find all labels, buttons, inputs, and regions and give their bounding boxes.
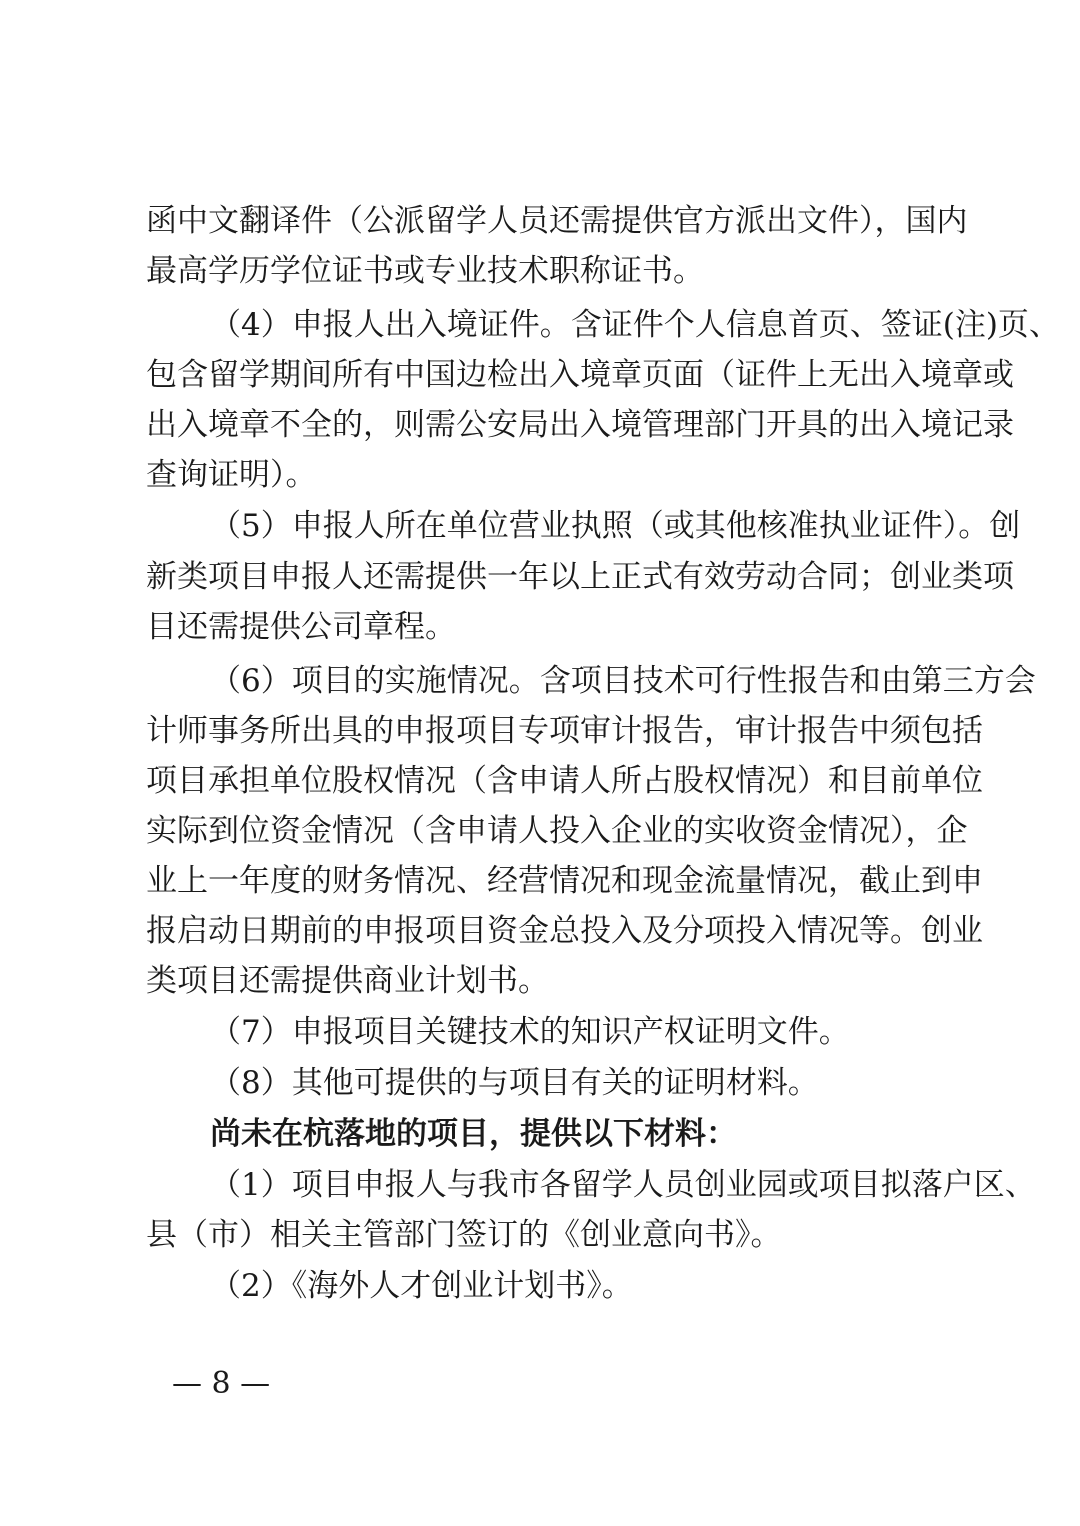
text-line: 实际到位资金情况（含申请人投入企业的实收资金情况），企 [146,813,968,849]
text-line: （8）其他可提供的与项目有关的证明材料。 [210,1065,819,1101]
text-line: 项目承担单位股权情况（含申请人所占股权情况）和目前单位 [146,763,983,799]
text-line: （6）项目的实施情况。含项目技术可行性报告和由第三方会 [210,663,1036,699]
text-line: 业上一年度的财务情况、经营情况和现金流量情况，截止到申 [146,863,983,899]
text-line: 目还需提供公司章程。 [146,609,456,645]
text-line: 查询证明）。 [146,457,317,493]
text-line: 报启动日期前的申报项目资金总投入及分项投入情况等。创业 [146,913,983,949]
section-heading: 尚未在杭落地的项目，提供以下材料： [210,1116,737,1152]
text-line: （4）申报人出入境证件。含证件个人信息首页、签证(注)页、 [210,307,1060,343]
text-line: 包含留学期间所有中国边检出入境章页面（证件上无出入境章或 [146,357,1014,393]
text-line: 计师事务所出具的申报项目专项审计报告，审计报告中须包括 [146,713,983,749]
text-line: 类项目还需提供商业计划书。 [146,963,549,999]
text-line: 函中文翻译件（公派留学人员还需提供官方派出文件），国内 [146,203,968,239]
text-line: 县（市）相关主管部门签订的《创业意向书》。 [146,1217,782,1253]
text-line: （7）申报项目关键技术的知识产权证明文件。 [210,1014,850,1050]
text-line: （1）项目申报人与我市各留学人员创业园或项目拟落户区、 [210,1167,1036,1203]
text-line: 最高学历学位证书或专业技术职称证书。 [146,253,704,289]
text-line: （5）申报人所在单位营业执照（或其他核准执业证件）。创 [210,508,1021,544]
text-line: 出入境章不全的，则需公安局出入境管理部门开具的出入境记录 [146,407,1014,443]
text-line: （2）《海外人才创业计划书》。 [210,1268,633,1304]
text-line: 新类项目申报人还需提供一年以上正式有效劳动合同；创业类项 [146,559,1014,595]
page-number: — 8 — [172,1366,271,1401]
